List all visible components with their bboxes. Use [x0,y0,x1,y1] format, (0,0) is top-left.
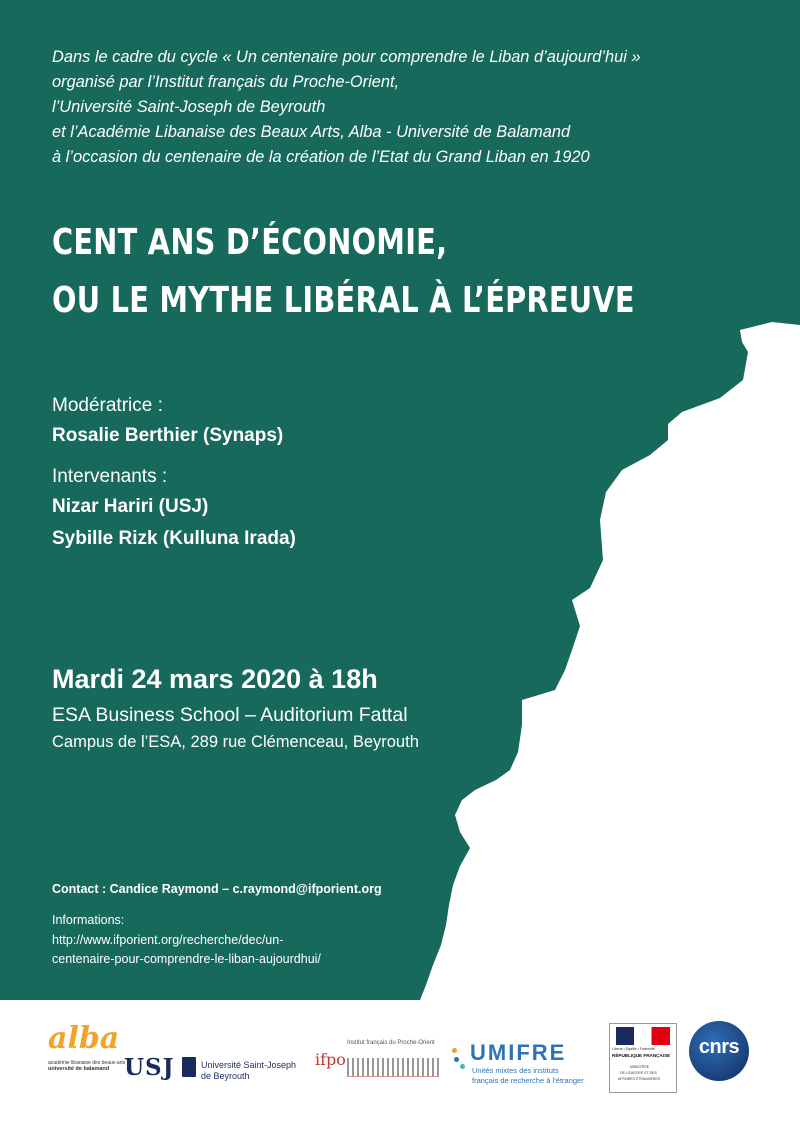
usj-emblem-icon [182,1057,196,1077]
ifpo-logo-abbr: ifpo [315,1050,346,1069]
rf-name: RÉPUBLIQUE FRANÇAISE [612,1053,671,1058]
rf-motto: Liberté • Égalité • Fraternité [612,1047,655,1051]
republique-francaise-logo [609,1023,677,1093]
umifre-logo-subtitle-2: français de recherche à l’étranger [472,1076,584,1085]
moderator-name: Rosalie Berthier (Synaps) [52,425,284,446]
event-venue: ESA Business School – Auditorium Fattal [52,704,408,726]
info-label: Informations: [52,913,125,927]
speaker-name-2: Sybille Rizk (Kulluna Irada) [52,528,296,549]
marianne-flag-icon [616,1027,670,1045]
moderator-label: Modératrice : [52,395,163,416]
usj-logo-name-2: de Beyrouth [201,1071,250,1081]
alba-logo-subtitle-2: université de balamand [48,1066,110,1072]
cnrs-logo [689,1021,749,1081]
intro-line-2: organisé par l’Institut français du Proche-Orient, [52,73,400,91]
ifpo-logo-name: Institut français du Proche-Orient [347,1040,435,1046]
contact-line: Contact : Candice Raymond – c.raymond@ifporient.org [52,882,382,896]
speakers-label: Intervenants : [52,466,168,487]
intro-line-4: et l’Académie Libanaise des Beaux Arts, Alba - Université de Balamand [52,123,571,141]
umifre-logo [452,1040,612,1090]
umifre-logo-subtitle-1: Unités mixtes des instituts [472,1066,559,1075]
usj-logo-abbr: USJ [124,1054,175,1081]
intro-line-1: Dans le cadre du cycle « Un centenaire pour comprendre le Liban d’aujourd’hui » [52,48,641,66]
title-line-1: CENT ANS D’ÉCONOMIE, [52,222,448,263]
rf-ministry-2: DE L'EUROPE ET DES [620,1071,657,1075]
alba-logo [48,1020,126,1090]
intro-line-5: à l’occasion du centenaire de la création de l’Etat du Grand Liban en 1920 [52,148,590,166]
rf-ministry-1: MINISTÈRE [630,1065,650,1069]
speaker-name-1: Nizar Hariri (USJ) [52,496,209,517]
ifpo-logo [315,1040,445,1090]
intro-line-3: l’Université Saint-Joseph de Beyrouth [52,98,326,116]
umifre-dots-icon [452,1044,472,1070]
event-address: Campus de l’ESA, 289 rue Clémenceau, Beyrouth [52,733,419,751]
ifpo-calligraphy-icon [347,1058,439,1077]
rf-ministry-3: AFFAIRES ÉTRANGÈRES [618,1077,661,1081]
info-url-line-1[interactable]: http://www.ifporient.org/recherche/dec/un- [52,933,284,947]
cnrs-logo-word: cnrs [698,1036,740,1058]
alba-logo-word: alba [48,1021,120,1056]
alba-logo-subtitle-1: académie libanaise des beaux-arts [48,1060,126,1066]
title-line-2: OU LE MYTHE LIBÉRAL À L’ÉPREUVE [52,280,635,321]
umifre-logo-word: UMIFRE [470,1040,567,1065]
info-url-line-2[interactable]: centenaire-pour-comprendre-le-liban-aujourdhui/ [52,952,321,966]
usj-logo [124,1054,314,1086]
event-date: Mardi 24 mars 2020 à 18h [52,664,378,694]
usj-logo-name-1: Université Saint-Joseph [201,1060,297,1070]
